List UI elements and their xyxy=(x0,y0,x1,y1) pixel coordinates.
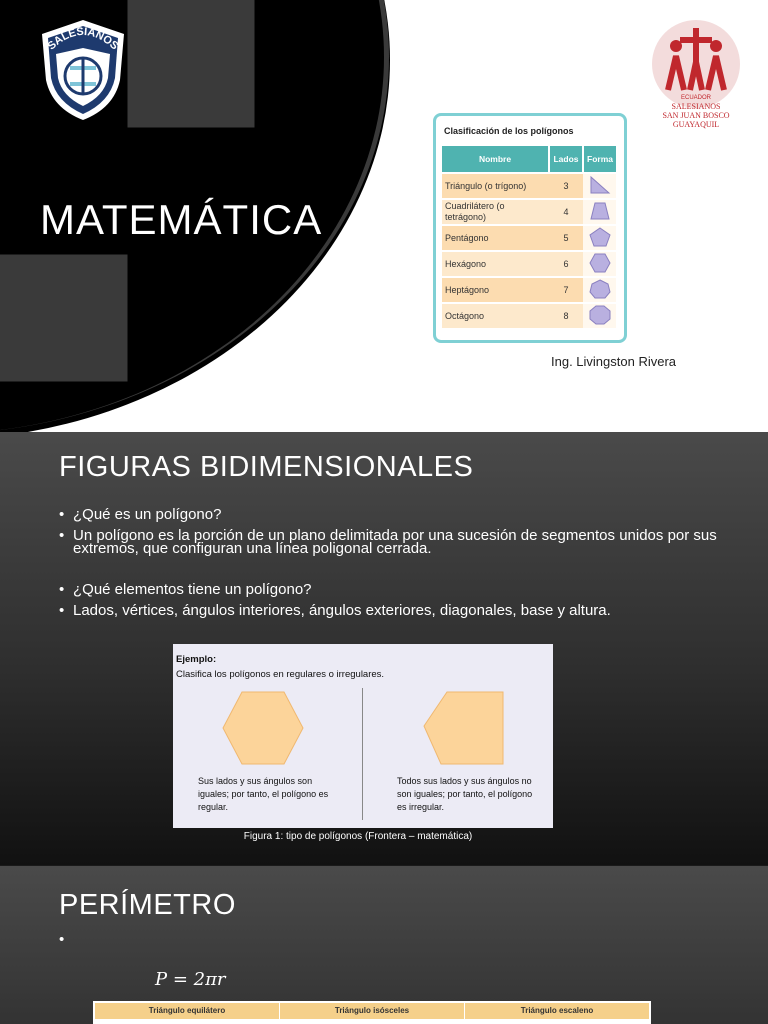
bullet-dot: • xyxy=(59,581,65,598)
row-name: Octágono xyxy=(442,303,549,328)
slide-title: PERÍMETRO xyxy=(59,889,236,921)
logo-line2: SAN JUAN BOSCO xyxy=(662,111,730,120)
salesianos-guayaquil-logo xyxy=(650,18,742,130)
bullet-dot: • xyxy=(59,931,65,948)
list-item xyxy=(59,529,719,555)
pentagon-shape xyxy=(583,225,616,251)
row-name: Cuadrilátero (o tetrágono) xyxy=(442,199,549,225)
header-equilateral: Triángulo equilátero xyxy=(95,1003,280,1019)
table-row xyxy=(442,199,616,225)
slide-title: FIGURAS BIDIMENSIONALES xyxy=(59,451,474,483)
list-item xyxy=(59,583,719,596)
bullet-text: Lados, vértices, ángulos interiores, ángulos exteriores, diagonales, base y altura. xyxy=(73,602,611,619)
polygon-table xyxy=(442,146,616,328)
table-row xyxy=(442,251,616,277)
quadrilateral-shape xyxy=(583,199,616,225)
header-scalene: Triángulo escaleno xyxy=(520,1006,594,1015)
irregular-pentagon-shape xyxy=(421,690,505,766)
example-heading: Ejemplo: xyxy=(176,654,217,665)
row-name: Triángulo (o trígono) xyxy=(442,173,549,199)
bullet-text: ¿Qué es un polígono? xyxy=(73,506,222,523)
heptagon-shape xyxy=(583,277,616,303)
row-sides: 7 xyxy=(549,277,583,303)
table-caption: Clasificación de los polígonos xyxy=(444,126,574,136)
header-name: Nombre xyxy=(442,146,549,173)
example-figure xyxy=(173,644,553,828)
logo-line1: SALESIANOS xyxy=(671,102,721,111)
row-name: Pentágono xyxy=(442,225,549,251)
header-isosceles: Triángulo isósceles xyxy=(280,1003,465,1019)
octagon-shape xyxy=(583,303,616,328)
figure-caption: Figura 1: tipo de polígonos (Frontera – matemática) xyxy=(243,831,473,842)
bullet-text: Un polígono es la porción de un plano delimitada por una sucesión de segmentos unidos por sus extremos, que configuran una línea poligonal cerrada. xyxy=(73,527,717,557)
table-row xyxy=(442,225,616,251)
perimeter-formula: P = 2πr xyxy=(155,969,226,990)
polygon-classification-card xyxy=(433,113,627,343)
slide-title: MATEMÁTICA xyxy=(40,196,323,243)
header-shape: Forma xyxy=(583,146,616,173)
example-instruction: Clasifica los polígonos en regulares o irregulares. xyxy=(176,669,385,680)
shield-text: SALESIANOS xyxy=(45,25,121,53)
row-sides: 3 xyxy=(549,173,583,199)
logo-line3: GUAYAQUIL xyxy=(672,120,720,129)
svg-text:SALESIANOS xyxy=(46,26,121,53)
shield-text-arc xyxy=(40,18,126,122)
author-name: Ing. Livingston Rivera xyxy=(551,354,677,369)
irregular-description: Todos sus lados y sus ángulos no son iguales; por tanto, el polígono es irregular. xyxy=(397,776,533,812)
example-divider xyxy=(362,688,363,820)
bullet-dot: • xyxy=(59,527,65,544)
regular-hexagon-shape xyxy=(221,690,305,766)
header-sides: Lados xyxy=(549,146,583,173)
table-row xyxy=(442,277,616,303)
bullet-dot: • xyxy=(59,602,65,619)
bullet-dot: • xyxy=(59,506,65,523)
logo-country: ECUADOR xyxy=(680,95,712,101)
regular-description: Sus lados y sus ángulos son iguales; por tanto, el polígono es regular. xyxy=(198,776,329,812)
row-sides: 4 xyxy=(549,199,583,225)
table-row xyxy=(442,303,616,328)
list-item xyxy=(59,508,719,521)
row-name: Heptágono xyxy=(442,277,549,303)
bullet-text: ¿Qué elementos tiene un polígono? xyxy=(73,581,312,598)
hexagon-shape xyxy=(583,251,616,277)
table-row xyxy=(442,173,616,199)
triangle-shape xyxy=(583,173,616,199)
row-sides: 8 xyxy=(549,303,583,328)
row-sides: 5 xyxy=(549,225,583,251)
triangle-types-table xyxy=(93,1001,651,1024)
title-slide xyxy=(0,0,768,432)
row-sides: 6 xyxy=(549,251,583,277)
row-name: Hexágono xyxy=(442,251,549,277)
list-item xyxy=(59,604,719,617)
table-header-row xyxy=(95,1003,649,1019)
